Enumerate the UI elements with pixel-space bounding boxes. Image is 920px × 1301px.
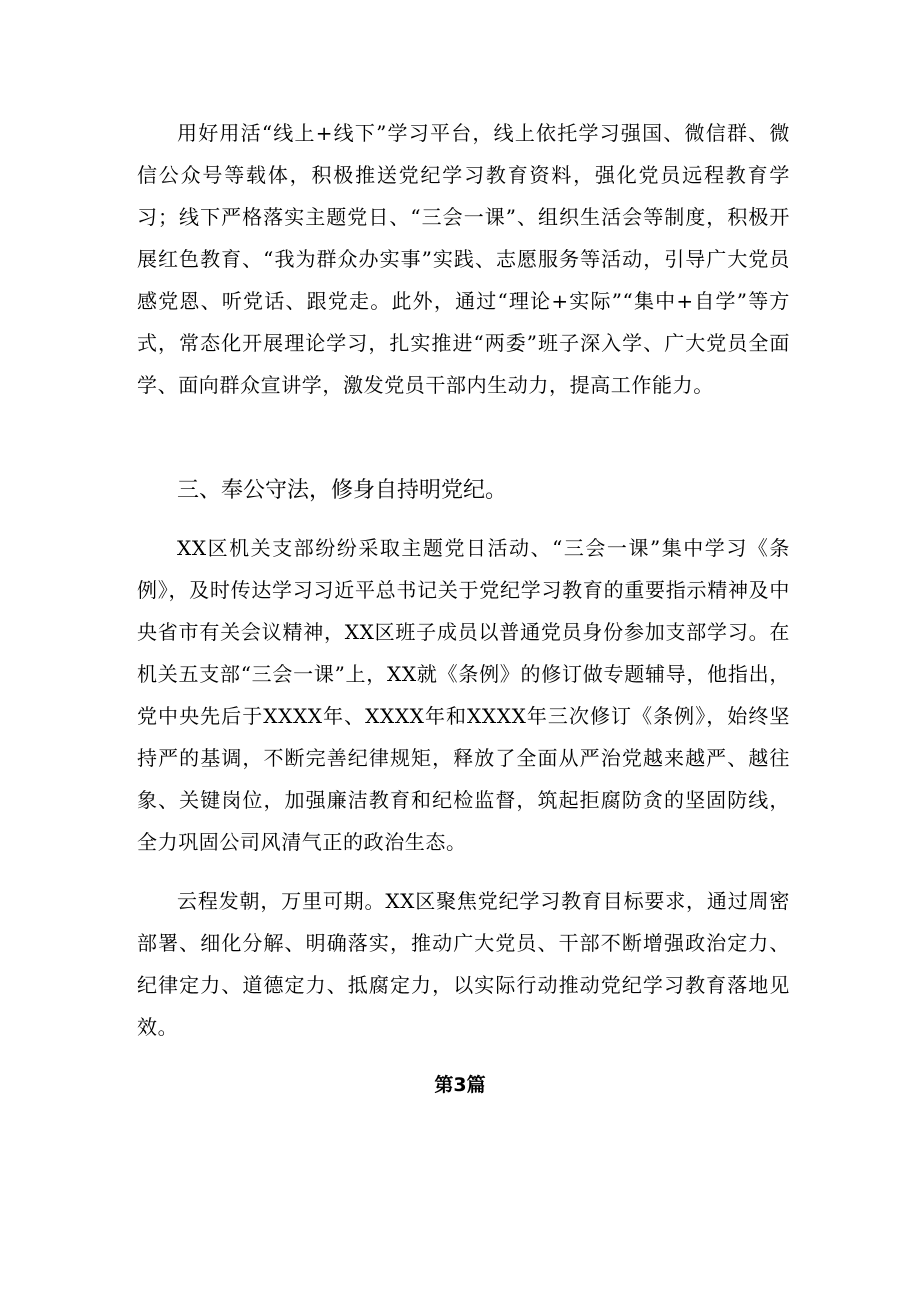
body-paragraph-online-offline-learning: 用好用活“线上+线下”学习平台，线上依托学习强国、微信群、微信公众号等载体，积极推送党纪学习教育资料，强化党员远程教育学习；线下严格落实主题党日、“三会一课”、组织生活会等制度，积极开展红色教育、“我为群众办实事”实践、志愿服务等活动，引导广大党员感党恩、听党话、跟党走。此外，通过“理论+实际”“集中+自学”等方式，常态化开展理论学习，扎实推进“两委”班子深入学、广大党员全面学、面向群众宣讲学，激发党员干部内生动力，提高工作能力。 — [137, 121, 790, 397]
body-paragraph-conclusion: 云程发朝，万里可期。XX区聚焦党纪学习教育目标要求，通过周密部署、细化分解、明确落实，推动广大党员、干部不断增强政治定力、纪律定力、道德定力、抵腐定力，以实际行动推动党纪学习教育落地见效。 — [137, 889, 790, 1039]
section-heading: 三、奉公守法，修身自持明党纪。 — [177, 478, 508, 503]
chapter-label: 第3篇 — [434, 1074, 486, 1096]
body-paragraph-branch-study: XX区机关支部纷纷采取主题党日活动、“三会一课”集中学习《条例》，及时传达学习习近平总书记关于党纪学习教育的重要指示精神及中央省市有关会议精神，XX区班子成员以普通党员身份参加支部学习。在机关五支部“三会一课”上，XX就《条例》的修订做专题辅导，他指出，党中央先后于XXXX年、XXXX年和XXXX年三次修订《条例》，始终坚持严的基调，不断完善纪律规矩，释放了全面从严治党越来越严、越往象、关键岗位，加强廉洁教育和纪检监督，筑起拒腐防贪的坚固防线，全力巩固公司风清气正的政治生态。 — [137, 536, 790, 854]
